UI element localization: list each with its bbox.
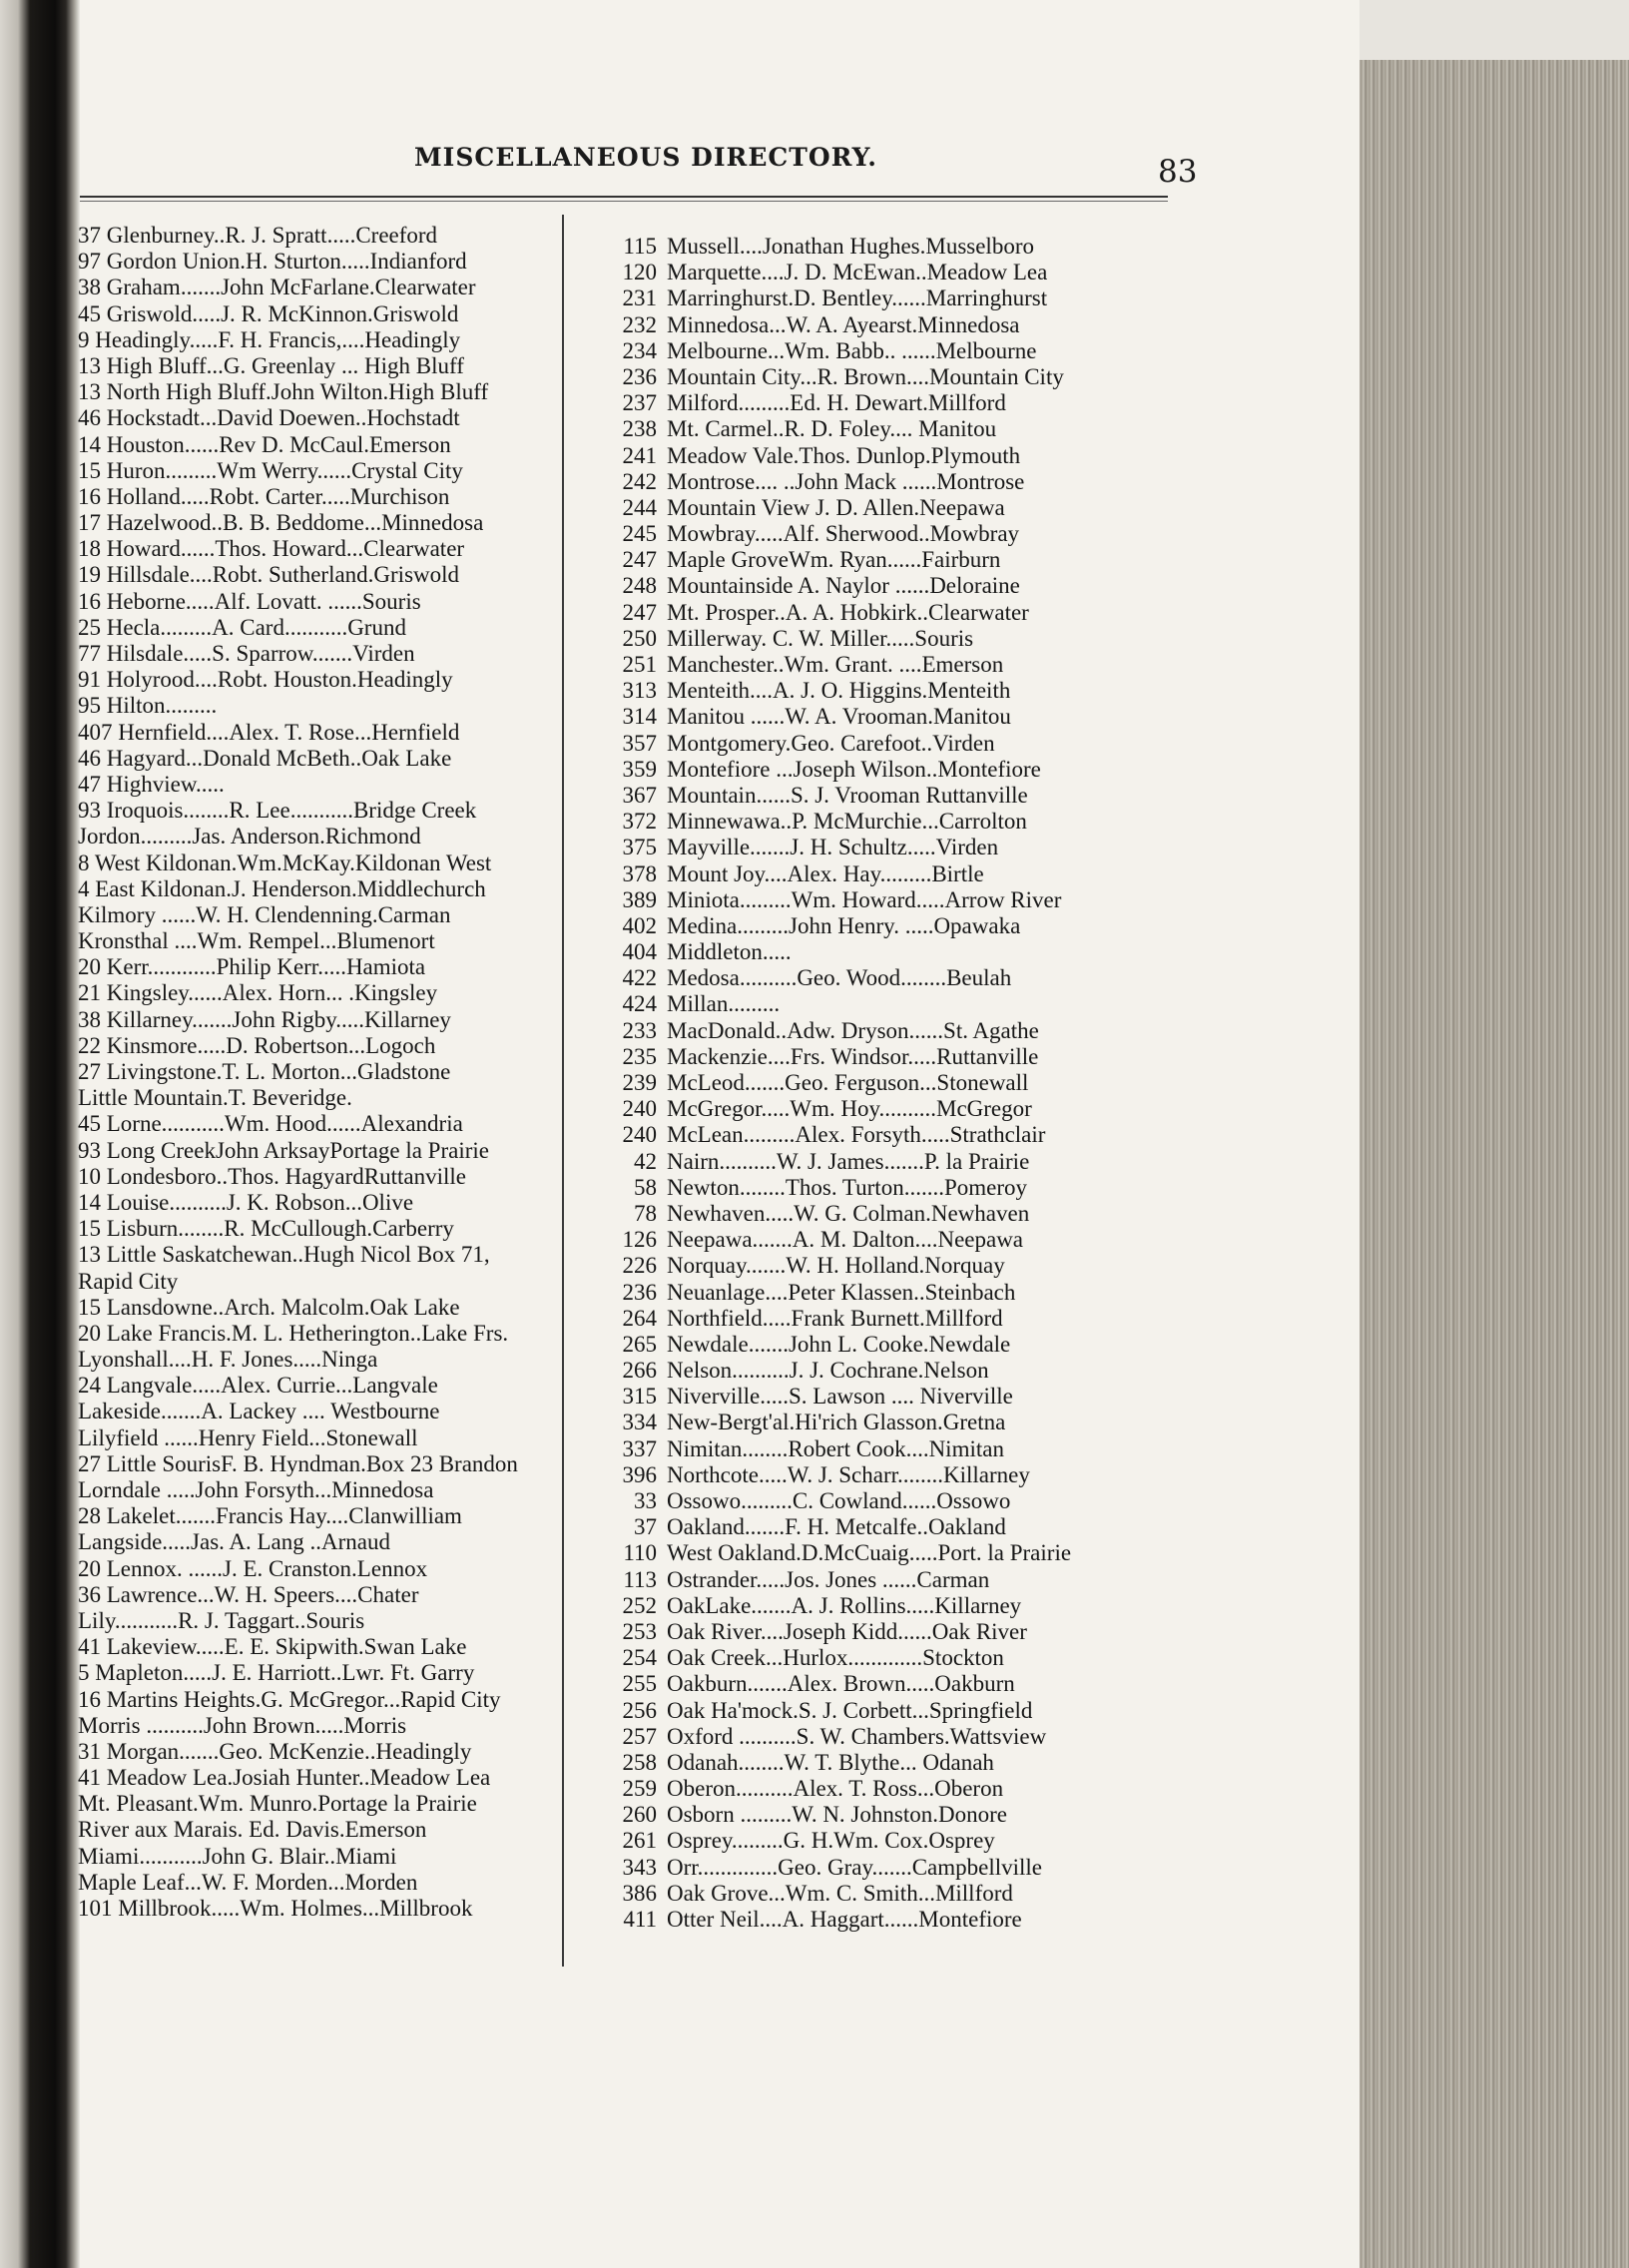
directory-entry: 27 Livingstone.T. L. Morton...Gladstone bbox=[78, 1059, 451, 1084]
entry-number: 314 bbox=[622, 704, 657, 730]
entry-number: 236 bbox=[622, 1279, 657, 1305]
directory-entry bbox=[599, 469, 1208, 495]
directory-entry bbox=[599, 573, 1208, 599]
directory-entry bbox=[599, 312, 1208, 338]
entry-number: 238 bbox=[622, 416, 657, 442]
directory-entry: 21 Kingsley......Alex. Horn... .Kingsley bbox=[78, 980, 438, 1006]
entry-number: 240 bbox=[622, 1122, 657, 1148]
entry-text: Mountain......S. J. Vrooman Ruttanville bbox=[667, 782, 1028, 808]
entry-number: 396 bbox=[622, 1461, 657, 1487]
entry-text: Medina.........John Henry. .....Opawaka bbox=[667, 912, 1021, 938]
header-rule-thin bbox=[80, 201, 1168, 202]
directory-entry bbox=[599, 1540, 1208, 1566]
directory-entry bbox=[599, 1593, 1208, 1619]
entry-number: 236 bbox=[622, 363, 657, 389]
entry-number: 235 bbox=[622, 1043, 657, 1069]
entry-text: Newton........Thos. Turton.......Pomeroy bbox=[667, 1174, 1027, 1200]
entry-text: Milford.........Ed. H. Dewart.Millford bbox=[667, 390, 1006, 416]
directory-entry bbox=[599, 1776, 1208, 1802]
entry-text: West Oakland.D.McCuaig.....Port. la Prairie bbox=[667, 1540, 1072, 1566]
entry-number: 253 bbox=[622, 1618, 657, 1644]
entry-number: 37 bbox=[634, 1514, 657, 1540]
entry-text: Mackenzie....Frs. Windsor.....Ruttanville bbox=[667, 1043, 1039, 1069]
entry-number: 259 bbox=[622, 1776, 657, 1802]
entry-number: 242 bbox=[622, 468, 657, 494]
entry-number: 261 bbox=[622, 1828, 657, 1854]
entry-number: 120 bbox=[622, 260, 657, 285]
directory-entry bbox=[599, 626, 1208, 652]
entry-number: 256 bbox=[622, 1697, 657, 1723]
directory-entry bbox=[599, 364, 1208, 390]
directory-entry bbox=[599, 1671, 1208, 1697]
header-rule bbox=[80, 196, 1168, 198]
entry-text: Millan......... bbox=[667, 991, 781, 1017]
entry-number: 343 bbox=[622, 1854, 657, 1880]
entry-text: Nimitan........Robert Cook....Nimitan bbox=[667, 1435, 1004, 1461]
directory-entry: 38 Killarney.......John Rigby.....Killarney bbox=[78, 1006, 451, 1032]
entry-number: 126 bbox=[622, 1227, 657, 1253]
entry-number: 110 bbox=[623, 1540, 657, 1566]
directory-entry bbox=[599, 1724, 1208, 1750]
directory-entry bbox=[599, 1619, 1208, 1645]
entry-number: 250 bbox=[622, 625, 657, 651]
entry-text: Montrose.... ..John Mack ......Montrose bbox=[667, 468, 1025, 494]
directory-entry: 97 Gordon Union.H. Sturton.....Indianford bbox=[78, 249, 467, 275]
entry-number: 402 bbox=[622, 912, 657, 938]
directory-entry: 101 Millbrook.....Wm. Holmes...Millbrook bbox=[78, 1896, 473, 1921]
directory-entry: 19 Hillsdale....Robt. Sutherland.Griswold bbox=[78, 562, 460, 588]
directory-entry: 13 North High Bluff.John Wilton.High Bluff bbox=[78, 379, 489, 405]
entry-number: 78 bbox=[634, 1200, 657, 1226]
directory-entry bbox=[599, 965, 1208, 991]
entry-number: 389 bbox=[622, 886, 657, 912]
directory-entry: 15 Huron.........Wm Werry......Crystal City bbox=[78, 457, 463, 483]
entry-text: Orr..............Geo. Gray.......Campbellville bbox=[667, 1854, 1043, 1880]
directory-entry: Rapid City bbox=[78, 1268, 179, 1294]
directory-entry bbox=[599, 757, 1208, 783]
entry-text: Mayville.......J. H. Schultz.....Virden bbox=[667, 835, 999, 860]
entry-text: Odanah........W. T. Blythe... Odanah bbox=[667, 1749, 994, 1775]
directory-entry: 14 Houston......Rev D. McCaul.Emerson bbox=[78, 431, 451, 457]
entry-text: Nelson..........J. J. Cochrane.Nelson bbox=[667, 1358, 989, 1384]
directory-entry bbox=[599, 495, 1208, 521]
entry-number: 245 bbox=[622, 521, 657, 547]
directory-entry: 22 Kinsmore.....D. Robertson...Logoch bbox=[78, 1032, 436, 1058]
entry-text: Montgomery.Geo. Carefoot..Virden bbox=[667, 730, 995, 756]
entry-number: 313 bbox=[622, 678, 657, 704]
entry-text: Newdale.......John L. Cooke.Newdale bbox=[667, 1331, 1011, 1357]
entry-number: 115 bbox=[623, 234, 657, 259]
directory-entry bbox=[599, 1698, 1208, 1724]
directory-entry bbox=[599, 1096, 1208, 1122]
directory-entry: 36 Lawrence...W. H. Speers....Chater bbox=[78, 1581, 419, 1607]
directory-entry bbox=[599, 416, 1208, 442]
directory-entry: 16 Martins Heights.G. McGregor...Rapid City bbox=[78, 1686, 501, 1712]
directory-entry: 45 Griswold.....J. R. McKinnon.Griswold bbox=[78, 300, 459, 326]
entry-number: 232 bbox=[622, 311, 657, 337]
entry-number: 386 bbox=[622, 1880, 657, 1906]
directory-entry bbox=[599, 1175, 1208, 1201]
directory-entry bbox=[599, 861, 1208, 887]
entry-number: 252 bbox=[622, 1592, 657, 1618]
entry-text: Marringhurst.D. Bentley......Marringhurst bbox=[667, 285, 1048, 311]
directory-entry: 13 Little Saskatchewan..Hugh Nicol Box 71, bbox=[78, 1242, 490, 1268]
directory-entry bbox=[599, 835, 1208, 860]
entry-text: OakLake.......A. J. Rollins.....Killarney bbox=[667, 1592, 1022, 1618]
directory-entry bbox=[599, 1645, 1208, 1671]
entry-text: Maple GroveWm. Ryan......Fairburn bbox=[667, 547, 1001, 573]
entry-number: 257 bbox=[622, 1723, 657, 1749]
entry-text: Mowbray.....Alf. Sherwood..Mowbray bbox=[667, 521, 1020, 547]
directory-entry bbox=[599, 285, 1208, 311]
entry-text: Minnewawa..P. McMurchie...Carrolton bbox=[667, 809, 1027, 835]
directory-entry: River aux Marais. Ed. Davis.Emerson bbox=[78, 1817, 427, 1843]
entry-text: New-Bergt'al.Hi'rich Glasson.Gretna bbox=[667, 1410, 1006, 1435]
entry-text: Osborn .........W. N. Johnston.Donore bbox=[667, 1802, 1007, 1828]
directory-entry bbox=[599, 1018, 1208, 1044]
directory-entry: Lorndale .....John Forsyth...Minnedosa bbox=[78, 1477, 434, 1502]
directory-entry bbox=[599, 1070, 1208, 1096]
directory-entry: 14 Louise..........J. K. Robson...Olive bbox=[78, 1189, 414, 1215]
directory-entry: 24 Langvale.....Alex. Currie...Langvale bbox=[78, 1373, 438, 1399]
entry-number: 113 bbox=[623, 1566, 657, 1592]
directory-entry bbox=[599, 652, 1208, 678]
directory-entry bbox=[599, 1044, 1208, 1070]
directory-entry: 407 Hernfield....Alex. T. Rose...Hernfield bbox=[78, 719, 460, 745]
entry-text: Neepawa.......A. M. Dalton....Neepawa bbox=[667, 1227, 1024, 1253]
directory-entry: 9 Headingly.....F. H. Francis,....Headingly bbox=[78, 326, 461, 352]
directory-entry: 15 Lansdowne..Arch. Malcolm.Oak Lake bbox=[78, 1294, 460, 1320]
directory-entry: 41 Lakeview.....E. E. Skipwith.Swan Lake bbox=[78, 1634, 467, 1660]
entry-number: 372 bbox=[622, 809, 657, 835]
directory-entry bbox=[599, 521, 1208, 547]
right-column bbox=[599, 234, 1208, 1933]
entry-number: 248 bbox=[622, 573, 657, 599]
directory-entry bbox=[599, 678, 1208, 704]
entry-text: Osprey.........G. H.Wm. Cox.Osprey bbox=[667, 1828, 995, 1854]
directory-entry: Jordon.........Jas. Anderson.Richmond bbox=[78, 824, 421, 850]
directory-entry: 20 Lake Francis.M. L. Hetherington..Lake Frs. bbox=[78, 1320, 509, 1346]
entry-text: Otter Neil....A. Haggart......Montefiore bbox=[667, 1907, 1022, 1932]
entry-text: Medosa..........Geo. Wood........Beulah bbox=[667, 965, 1012, 991]
directory-entry bbox=[599, 731, 1208, 757]
entry-number: 424 bbox=[622, 991, 657, 1017]
entry-number: 357 bbox=[622, 730, 657, 756]
entry-number: 359 bbox=[622, 756, 657, 782]
entry-number: 411 bbox=[623, 1907, 657, 1932]
entry-number: 254 bbox=[622, 1645, 657, 1671]
directory-entry: 37 Glenburney..R. J. Spratt.....Creeford bbox=[78, 223, 438, 248]
entry-number: 337 bbox=[622, 1435, 657, 1461]
entry-text: Middleton..... bbox=[667, 939, 792, 965]
entry-number: 247 bbox=[622, 599, 657, 625]
directory-entry bbox=[599, 1306, 1208, 1332]
directory-entry bbox=[599, 1436, 1208, 1462]
directory-entry: 25 Hecla.........A. Card...........Grund bbox=[78, 614, 406, 640]
directory-entry bbox=[599, 1410, 1208, 1435]
directory-entry: Morris ..........John Brown.....Morris bbox=[78, 1712, 407, 1738]
entry-number: 367 bbox=[622, 782, 657, 808]
directory-entry: Kronsthal ....Wm. Rempel...Blumenort bbox=[78, 928, 435, 954]
directory-entry bbox=[599, 1855, 1208, 1881]
entry-text: Marquette....J. D. McEwan..Meadow Lea bbox=[667, 260, 1048, 285]
directory-entry: 4 East Kildonan.J. Henderson.Middlechurch bbox=[78, 875, 486, 901]
directory-entry bbox=[599, 260, 1208, 285]
entry-number: 315 bbox=[622, 1384, 657, 1410]
directory-entry bbox=[599, 809, 1208, 835]
left-column bbox=[78, 223, 557, 1922]
directory-entry: 41 Meadow Lea.Josiah Hunter..Meadow Lea bbox=[78, 1765, 491, 1791]
entry-text: McLean.........Alex. Forsyth.....Strathclair bbox=[667, 1122, 1046, 1148]
directory-entry: 31 Morgan.......Geo. McKenzie..Headingly bbox=[78, 1738, 472, 1764]
directory-entry bbox=[599, 1253, 1208, 1279]
entry-text: Meadow Vale.Thos. Dunlop.Plymouth bbox=[667, 442, 1021, 468]
entry-text: Mt. Carmel..R. D. Foley.... Manitou bbox=[667, 416, 997, 442]
directory-entry bbox=[599, 600, 1208, 626]
directory-entry bbox=[599, 1280, 1208, 1306]
entry-text: Mountain View J. D. Allen.Neepawa bbox=[667, 494, 1005, 520]
entry-number: 266 bbox=[622, 1358, 657, 1384]
page-title: MISCELLANEOUS DIRECTORY. bbox=[414, 143, 877, 172]
directory-entry: 15 Lisburn........R. McCullough.Carberry bbox=[78, 1216, 454, 1242]
entry-number: 378 bbox=[622, 860, 657, 886]
entry-text: Mountain City...R. Brown....Mountain City bbox=[667, 363, 1064, 389]
entry-text: Manitou ......W. A. Vrooman.Manitou bbox=[667, 704, 1011, 730]
entry-text: Ossowo.........C. Cowland......Ossowo bbox=[667, 1488, 1011, 1513]
entry-text: Oak River....Joseph Kidd......Oak River bbox=[667, 1618, 1027, 1644]
entry-number: 58 bbox=[634, 1174, 657, 1200]
directory-entry bbox=[599, 1201, 1208, 1227]
directory-entry: Lyonshall....H. F. Jones.....Ninga bbox=[78, 1347, 378, 1373]
directory-entry bbox=[599, 338, 1208, 364]
entry-text: Northfield.....Frank Burnett.Millford bbox=[667, 1305, 1003, 1331]
entry-text: McGregor.....Wm. Hoy..........McGregor bbox=[667, 1096, 1032, 1122]
directory-entry: 27 Little SourisF. B. Hyndman.Box 23 Brandon bbox=[78, 1450, 518, 1476]
directory-entry: Kilmory ......W. H. Clendenning.Carman bbox=[78, 901, 451, 927]
entry-number: 264 bbox=[622, 1305, 657, 1331]
book-gutter bbox=[0, 0, 80, 2268]
directory-entry: Mt. Pleasant.Wm. Munro.Portage la Prairie bbox=[78, 1791, 477, 1817]
entry-text: Northcote.....W. J. Scharr........Killarney bbox=[667, 1461, 1030, 1487]
entry-text: Montefiore ...Joseph Wilson..Montefiore bbox=[667, 756, 1041, 782]
directory-entry bbox=[599, 1802, 1208, 1828]
directory-entry: 93 Iroquois........R. Lee...........Bridge Creek bbox=[78, 798, 477, 824]
entry-number: 237 bbox=[622, 390, 657, 416]
directory-entry bbox=[599, 913, 1208, 939]
entry-text: Nairn..........W. J. James.......P. la Prairie bbox=[667, 1148, 1030, 1174]
entry-text: Mt. Prosper..A. A. Hobkirk..Clearwater bbox=[667, 599, 1029, 625]
entry-text: Niverville.....S. Lawson .... Niverville bbox=[667, 1384, 1013, 1410]
directory-entry bbox=[599, 1881, 1208, 1907]
directory-entry: Maple Leaf...W. F. Morden...Morden bbox=[78, 1869, 418, 1895]
entry-number: 239 bbox=[622, 1070, 657, 1095]
directory-entry: 46 Hagyard...Donald McBeth..Oak Lake bbox=[78, 745, 452, 771]
directory-entry bbox=[599, 1750, 1208, 1776]
directory-entry bbox=[599, 1227, 1208, 1253]
directory-entry bbox=[599, 1828, 1208, 1854]
directory-entry bbox=[599, 1149, 1208, 1175]
entry-text: Mussell....Jonathan Hughes.Musselboro bbox=[667, 234, 1034, 259]
directory-entry: 38 Graham.......John McFarlane.Clearwater bbox=[78, 275, 476, 300]
entry-number: 375 bbox=[622, 835, 657, 860]
entry-number: 251 bbox=[622, 652, 657, 677]
entry-number: 233 bbox=[622, 1017, 657, 1043]
entry-number: 240 bbox=[622, 1096, 657, 1122]
directory-entry bbox=[599, 1122, 1208, 1148]
entry-number: 244 bbox=[622, 494, 657, 520]
directory-entry bbox=[599, 547, 1208, 573]
entry-text: Manchester..Wm. Grant. ....Emerson bbox=[667, 652, 1004, 677]
entry-number: 226 bbox=[622, 1253, 657, 1279]
entry-number: 422 bbox=[622, 965, 657, 991]
entry-number: 241 bbox=[622, 442, 657, 468]
entry-text: Miniota.........Wm. Howard.....Arrow River bbox=[667, 886, 1062, 912]
entry-text: Millerway. C. W. Miller.....Souris bbox=[667, 625, 974, 651]
directory-entry bbox=[599, 783, 1208, 809]
entry-text: Oakburn.......Alex. Brown.....Oakburn bbox=[667, 1671, 1015, 1697]
directory-entry: Little Mountain.T. Beveridge. bbox=[78, 1085, 352, 1111]
directory-entry: Lily...........R. J. Taggart..Souris bbox=[78, 1607, 365, 1633]
entry-text: Menteith....A. J. O. Higgins.Menteith bbox=[667, 678, 1011, 704]
directory-entry: 20 Lennox. ......J. E. Cranston.Lennox bbox=[78, 1555, 428, 1581]
directory-entry bbox=[599, 991, 1208, 1017]
directory-entry: 93 Long CreekJohn ArksayPortage la Prairie bbox=[78, 1137, 489, 1163]
directory-entry: 8 West Kildonan.Wm.McKay.Kildonan West bbox=[78, 850, 492, 875]
entry-text: Oakland.......F. H. Metcalfe..Oakland bbox=[667, 1514, 1006, 1540]
entry-number: 234 bbox=[622, 337, 657, 363]
entry-text: Oberon..........Alex. T. Ross...Oberon bbox=[667, 1776, 1004, 1802]
directory-entry bbox=[599, 1488, 1208, 1514]
directory-entry: 20 Kerr............Philip Kerr.....Hamiota bbox=[78, 954, 426, 980]
directory-entry bbox=[599, 1567, 1208, 1593]
directory-entry: 46 Hockstadt...David Doewen..Hochstadt bbox=[78, 405, 460, 431]
entry-text: Minnedosa...W. A. Ayearst.Minnedosa bbox=[667, 311, 1020, 337]
page-number: 83 bbox=[1158, 154, 1198, 190]
directory-entry: 5 Mapleton.....J. E. Harriott..Lwr. Ft. Garry bbox=[78, 1660, 475, 1686]
directory-entry bbox=[599, 1332, 1208, 1358]
entry-text: Melbourne...Wm. Babb.. ......Melbourne bbox=[667, 337, 1037, 363]
entry-text: Mount Joy....Alex. Hay.........Birtle bbox=[667, 860, 984, 886]
directory-entry bbox=[599, 443, 1208, 469]
directory-entry: 13 High Bluff...G. Greenlay ... High Bluff bbox=[78, 352, 464, 378]
entry-number: 247 bbox=[622, 547, 657, 573]
fore-edge-top bbox=[1359, 0, 1629, 60]
directory-entry bbox=[599, 234, 1208, 260]
entry-text: Oxford ..........S. W. Chambers.Wattsview bbox=[667, 1723, 1047, 1749]
entry-text: Mountainside A. Naylor ......Deloraine bbox=[667, 573, 1020, 599]
entry-number: 258 bbox=[622, 1749, 657, 1775]
entry-text: Oak Ha'mock.S. J. Corbett...Springfield bbox=[667, 1697, 1033, 1723]
directory-entry: 77 Hilsdale.....S. Sparrow.......Virden bbox=[78, 641, 415, 666]
directory-entry: Miami...........John G. Blair..Miami bbox=[78, 1843, 397, 1869]
column-divider bbox=[562, 215, 564, 1967]
directory-entry bbox=[599, 1514, 1208, 1540]
entry-number: 260 bbox=[622, 1802, 657, 1828]
directory-entry bbox=[599, 1358, 1208, 1384]
entry-number: 255 bbox=[622, 1671, 657, 1697]
entry-number: 231 bbox=[622, 285, 657, 311]
directory-entry: 10 Londesboro..Thos. HagyardRuttanville bbox=[78, 1163, 467, 1189]
directory-entry bbox=[599, 1907, 1208, 1933]
directory-entry: 28 Lakelet.......Francis Hay....Clanwilliam bbox=[78, 1503, 462, 1529]
entry-text: Oak Grove...Wm. C. Smith...Millford bbox=[667, 1880, 1013, 1906]
directory-entry bbox=[599, 390, 1208, 416]
directory-entry: Lakeside.......A. Lackey .... Westbourne bbox=[78, 1399, 440, 1424]
entry-number: 33 bbox=[634, 1488, 657, 1513]
directory-entry: 17 Hazelwood..B. B. Beddome...Minnedosa bbox=[78, 510, 484, 536]
entry-text: Neuanlage....Peter Klassen..Steinbach bbox=[667, 1279, 1016, 1305]
directory-entry bbox=[599, 1384, 1208, 1410]
entry-number: 334 bbox=[622, 1410, 657, 1435]
directory-entry: 47 Highview..... bbox=[78, 771, 225, 797]
directory-entry: 91 Holyrood....Robt. Houston.Headingly bbox=[78, 667, 453, 693]
directory-entry bbox=[599, 887, 1208, 913]
entry-text: MacDonald..Adw. Dryson......St. Agathe bbox=[667, 1017, 1039, 1043]
directory-entry: 16 Holland.....Robt. Carter.....Murchison bbox=[78, 483, 450, 509]
directory-entry: 45 Lorne...........Wm. Hood......Alexandria bbox=[78, 1111, 463, 1137]
entry-text: Newhaven.....W. G. Colman.Newhaven bbox=[667, 1200, 1030, 1226]
directory-entry: Langside.....Jas. A. Lang ..Arnaud bbox=[78, 1529, 390, 1555]
directory-entry bbox=[599, 704, 1208, 730]
entry-number: 42 bbox=[634, 1148, 657, 1174]
entry-number: 265 bbox=[622, 1331, 657, 1357]
entry-text: Oak Creek...Hurlox.............Stockton bbox=[667, 1645, 1004, 1671]
entry-text: McLeod.......Geo. Ferguson...Stonewall bbox=[667, 1070, 1029, 1095]
directory-entry: Lilyfield ......Henry Field...Stonewall bbox=[78, 1424, 418, 1450]
directory-entry bbox=[599, 1462, 1208, 1488]
book-fore-edge bbox=[1359, 60, 1629, 2268]
entry-text: Ostrander.....Jos. Jones ......Carman bbox=[667, 1566, 990, 1592]
entry-number: 404 bbox=[622, 939, 657, 965]
entry-text: Norquay.......W. H. Holland.Norquay bbox=[667, 1253, 1005, 1279]
directory-entry bbox=[599, 939, 1208, 965]
directory-entry: 95 Hilton......... bbox=[78, 693, 218, 719]
directory-entry: 18 Howard......Thos. Howard...Clearwater bbox=[78, 536, 465, 562]
directory-entry: 16 Heborne.....Alf. Lovatt. ......Souris bbox=[78, 588, 421, 614]
